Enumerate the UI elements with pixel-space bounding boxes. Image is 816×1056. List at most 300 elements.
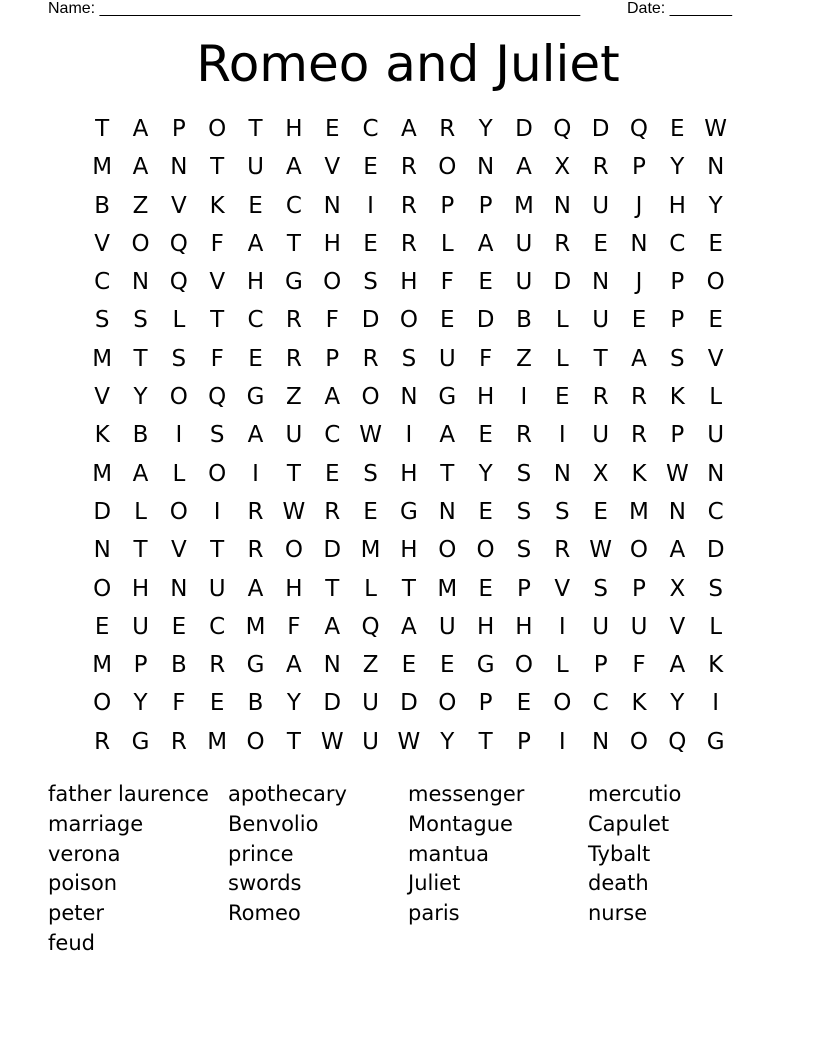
grid-letter: E — [555, 384, 570, 411]
grid-letter: A — [132, 116, 149, 142]
grid-letter: U — [515, 230, 533, 257]
grid-letter: V — [94, 230, 111, 257]
grid-row — [83, 684, 735, 722]
word-bank-item: poison — [48, 871, 118, 896]
grid-letter: E — [478, 269, 493, 296]
grid-letter: D — [400, 690, 418, 717]
grid-letter: Y — [478, 460, 493, 487]
grid-letter: E — [363, 498, 378, 525]
grid-letter: C — [707, 498, 724, 525]
grid-row — [83, 493, 735, 531]
grid-letter: D — [361, 307, 380, 334]
grid-letter: U — [247, 154, 264, 181]
grid-letter: R — [94, 728, 111, 755]
grid-letter: U — [208, 575, 226, 602]
grid-letter: C — [592, 690, 609, 717]
grid-letter: K — [708, 652, 724, 679]
grid-letter: M — [92, 345, 113, 372]
grid-letter: W — [320, 728, 344, 755]
grid-row — [83, 225, 735, 263]
grid-letter: R — [209, 652, 226, 679]
grid-letter: Q — [361, 613, 380, 640]
grid-letter: K — [209, 192, 225, 219]
grid-row — [83, 301, 735, 339]
grid-letter: R — [630, 422, 647, 449]
grid-letter: Z — [132, 192, 149, 219]
grid-letter: O — [514, 652, 533, 679]
grid-letter: D — [323, 537, 342, 564]
puzzle-title: Romeo and Juliet — [196, 35, 620, 93]
grid-letter: O — [93, 575, 112, 602]
grid-letter: Z — [362, 652, 379, 679]
grid-letter: A — [286, 154, 302, 181]
grid-letter: Y — [133, 690, 148, 717]
word-bank-item: verona — [48, 841, 121, 866]
grid-letter: G — [438, 384, 457, 411]
grid-letter: R — [247, 498, 264, 525]
grid-letter: C — [247, 307, 264, 334]
grid-letter: L — [172, 307, 186, 334]
grid-letter: H — [285, 575, 303, 602]
grid-letter: N — [438, 498, 456, 525]
grid-letter: E — [478, 422, 493, 449]
grid-letter: U — [438, 345, 456, 372]
grid-letter: A — [631, 345, 647, 372]
grid-letter: Y — [478, 116, 493, 142]
grid-letter: O — [93, 690, 112, 717]
grid-letter: N — [170, 575, 188, 602]
grid-letter: U — [592, 613, 610, 640]
grid-letter: M — [92, 652, 113, 679]
word-bank-item: mercutio — [588, 782, 682, 806]
grid-letter: A — [439, 422, 456, 449]
grid-letter: R — [400, 192, 417, 219]
grid-letter: A — [247, 230, 264, 257]
grid-letter: B — [132, 422, 149, 449]
grid-letter: P — [440, 192, 455, 219]
grid-letter: E — [478, 498, 493, 525]
grid-letter: R — [400, 154, 417, 181]
grid-letter: A — [401, 116, 417, 142]
grid-letter: T — [133, 345, 148, 372]
grid-letter: W — [397, 728, 421, 755]
grid-letter: F — [287, 613, 301, 640]
grid-letter: E — [94, 613, 110, 640]
grid-letter: R — [285, 307, 302, 334]
grid-letter: C — [285, 192, 302, 219]
grid-letter: L — [709, 384, 723, 411]
grid-letter: B — [247, 690, 264, 717]
grid-letter: X — [554, 154, 571, 181]
grid-letter: D — [515, 116, 533, 142]
grid-letter: N — [400, 384, 418, 411]
word-bank-item: prince — [228, 841, 294, 866]
word-bank-item: apothecary — [228, 782, 347, 806]
grid-letter: E — [631, 307, 647, 334]
grid-letter: W — [589, 537, 613, 564]
grid-letter: N — [707, 154, 725, 181]
grid-row — [83, 723, 735, 761]
grid-letter: W — [282, 498, 306, 525]
grid-letter: T — [210, 154, 225, 181]
grid-row — [83, 110, 735, 148]
grid-letter: E — [324, 460, 340, 487]
grid-letter: S — [670, 345, 685, 372]
grid-letter: E — [248, 192, 263, 219]
grid-letter: E — [363, 230, 378, 257]
grid-letter: O — [438, 537, 457, 564]
grid-letter: N — [323, 192, 341, 219]
grid-letter: P — [670, 307, 685, 334]
grid-letter: N — [592, 269, 610, 296]
grid-letter: P — [478, 690, 493, 717]
grid-letter: U — [362, 690, 379, 717]
grid-letter: P — [133, 652, 148, 679]
grid-letter: H — [515, 613, 533, 640]
grid-letter: K — [631, 690, 647, 717]
grid-letter: T — [210, 537, 225, 564]
grid-letter: T — [286, 460, 301, 487]
grid-letter: S — [133, 307, 148, 334]
grid-letter: U — [515, 269, 533, 296]
grid-letter: C — [324, 422, 341, 449]
grid-letter: H — [400, 460, 418, 487]
grid-letter: Q — [208, 384, 227, 411]
grid-letter: V — [669, 613, 686, 640]
grid-letter: G — [400, 498, 418, 525]
grid-letter: R — [554, 537, 571, 564]
grid-letter: B — [516, 307, 532, 334]
word-bank-item: peter — [48, 901, 105, 926]
grid-letter: U — [592, 422, 610, 449]
grid-letter: T — [286, 230, 301, 257]
grid-letter: L — [134, 498, 147, 525]
grid-letter: D — [553, 269, 572, 296]
word-bank-item: father laurence — [48, 782, 209, 806]
grid-letter: H — [131, 575, 150, 602]
grid-letter: P — [517, 575, 531, 602]
grid-letter: R — [630, 384, 647, 411]
grid-letter: O — [169, 498, 188, 525]
grid-letter: M — [92, 154, 113, 181]
grid-letter: T — [95, 116, 110, 142]
grid-letter: B — [94, 192, 111, 219]
grid-letter: C — [209, 613, 226, 640]
grid-letter: J — [635, 269, 643, 296]
grid-letter: P — [325, 345, 340, 372]
word-bank-item: death — [588, 871, 649, 896]
grid-letter: E — [593, 498, 608, 525]
grid-letter: Q — [169, 230, 188, 257]
grid-letter: Y — [708, 192, 723, 219]
grid-letter: P — [478, 192, 493, 219]
grid-letter: E — [363, 154, 378, 181]
grid-letter: W — [704, 116, 728, 142]
letter-grid — [83, 110, 735, 761]
grid-letter: E — [708, 230, 723, 257]
grid-letter: W — [359, 422, 382, 449]
grid-letter: O — [169, 384, 188, 411]
grid-letter: M — [207, 728, 228, 755]
grid-letter: L — [364, 575, 377, 602]
word-bank-item: marriage — [48, 811, 144, 836]
grid-letter: R — [439, 116, 456, 142]
grid-letter: E — [248, 345, 263, 372]
grid-letter: O — [361, 384, 380, 411]
grid-letter: U — [362, 728, 379, 755]
grid-letter: O — [629, 728, 649, 755]
grid-letter: A — [132, 154, 149, 181]
grid-letter: F — [172, 690, 186, 717]
grid-letter: I — [558, 728, 566, 755]
grid-letter: A — [669, 537, 686, 564]
name-field-label: Name: ______________________________________________________ — [48, 0, 581, 17]
grid-letter: K — [669, 384, 685, 411]
grid-letter: R — [285, 345, 302, 372]
grid-letter: H — [246, 269, 265, 296]
grid-letter: A — [477, 230, 494, 257]
grid-letter: O — [131, 230, 150, 257]
grid-letter: K — [631, 460, 647, 487]
grid-letter: S — [363, 460, 378, 487]
grid-letter: F — [440, 269, 454, 296]
grid-letter: C — [669, 230, 686, 257]
grid-letter: L — [172, 460, 186, 487]
grid-letter: E — [324, 116, 340, 142]
word-bank-item: Juliet — [408, 871, 461, 896]
grid-letter: M — [514, 192, 534, 219]
grid-letter: R — [592, 154, 609, 181]
grid-row — [83, 608, 735, 646]
grid-letter: E — [209, 690, 225, 717]
grid-letter: T — [593, 345, 608, 372]
grid-letter: D — [93, 498, 112, 525]
grid-letter: J — [635, 192, 643, 219]
grid-letter: I — [252, 460, 259, 487]
grid-letter: T — [440, 460, 455, 487]
grid-letter: S — [593, 575, 608, 602]
grid-letter: U — [592, 307, 610, 334]
grid-letter: Q — [629, 116, 649, 142]
grid-letter: U — [285, 422, 303, 449]
grid-letter: H — [323, 230, 341, 257]
grid-row — [83, 187, 735, 225]
grid-letter: O — [323, 269, 342, 296]
grid-letter: H — [668, 192, 686, 219]
grid-letter: V — [209, 269, 226, 296]
grid-letter: O — [629, 537, 649, 564]
grid-letter: H — [400, 537, 418, 564]
grid-letter: R — [247, 537, 264, 564]
grid-letter: P — [670, 422, 685, 449]
grid-letter: S — [94, 307, 110, 334]
grid-letter: E — [171, 613, 187, 640]
grid-letter: H — [476, 613, 495, 640]
grid-letter: A — [669, 652, 686, 679]
grid-letter: G — [476, 652, 495, 679]
word-bank-item: paris — [408, 901, 460, 926]
grid-letter: S — [401, 345, 417, 372]
grid-letter: T — [133, 537, 148, 564]
grid-letter: V — [707, 345, 724, 372]
grid-letter: X — [669, 575, 686, 602]
grid-letter: A — [286, 652, 302, 679]
grid-letter: P — [670, 269, 685, 296]
grid-letter: N — [630, 230, 648, 257]
grid-letter: V — [94, 384, 111, 411]
grid-letter: N — [592, 728, 610, 755]
word-bank-item: Capulet — [588, 811, 670, 836]
grid-letter: I — [367, 192, 374, 219]
grid-letter: Y — [670, 690, 685, 717]
grid-letter: A — [132, 460, 149, 487]
grid-row — [83, 531, 735, 569]
grid-letter: T — [248, 116, 263, 142]
grid-letter: N — [553, 192, 571, 219]
grid-letter: F — [632, 652, 646, 679]
grid-letter: E — [478, 575, 493, 602]
grid-letter: I — [213, 498, 221, 525]
grid-letter: N — [668, 498, 686, 525]
grid-letter: L — [555, 345, 569, 372]
grid-letter: I — [175, 422, 183, 449]
grid-letter: N — [553, 460, 571, 487]
grid-letter: U — [592, 192, 610, 219]
grid-letter: Q — [668, 728, 687, 755]
grid-letter: W — [665, 460, 689, 487]
grid-letter: O — [246, 728, 265, 755]
grid-letter: Y — [133, 384, 148, 411]
grid-letter: I — [558, 613, 566, 640]
word-bank-item: nurse — [588, 901, 648, 926]
grid-row — [83, 416, 735, 454]
grid-letter: R — [515, 422, 532, 449]
grid-letter: G — [246, 384, 265, 411]
grid-letter: N — [170, 154, 188, 181]
grid-letter: H — [400, 269, 418, 296]
grid-letter: S — [516, 537, 532, 564]
grid-letter: Q — [169, 269, 188, 296]
grid-letter: O — [399, 307, 418, 334]
word-bank-item: Romeo — [228, 901, 301, 926]
grid-letter: P — [171, 116, 186, 142]
grid-letter: P — [517, 728, 531, 755]
grid-letter: S — [209, 422, 225, 449]
grid-letter: E — [401, 652, 417, 679]
grid-row — [83, 340, 735, 378]
grid-letter: G — [246, 652, 265, 679]
grid-letter: F — [325, 307, 339, 334]
grid-letter: L — [555, 652, 569, 679]
grid-letter: R — [170, 728, 187, 755]
word-bank-item: messenger — [408, 782, 525, 806]
grid-letter: E — [516, 690, 532, 717]
word-bank-item: feud — [48, 931, 95, 955]
grid-letter: O — [208, 116, 227, 142]
word-bank-item: mantua — [408, 841, 490, 866]
grid-letter: R — [324, 498, 341, 525]
grid-letter: M — [360, 537, 381, 564]
grid-letter: M — [437, 575, 458, 602]
grid-row — [83, 378, 735, 416]
grid-letter: E — [670, 116, 685, 142]
grid-letter: V — [554, 575, 571, 602]
grid-letter: E — [593, 230, 608, 257]
grid-letter: F — [478, 345, 493, 372]
grid-row — [83, 263, 735, 301]
grid-letter: O — [208, 460, 227, 487]
grid-letter: A — [401, 613, 417, 640]
grid-letter: B — [170, 652, 187, 679]
grid-letter: S — [363, 269, 378, 296]
grid-letter: O — [706, 269, 725, 296]
grid-letter: N — [93, 537, 111, 564]
grid-letter: F — [210, 345, 224, 372]
grid-letter: I — [520, 384, 528, 411]
grid-letter: D — [476, 307, 495, 334]
grid-letter: E — [708, 307, 723, 334]
grid-letter: L — [709, 613, 723, 640]
grid-row — [83, 455, 735, 493]
grid-letter: D — [323, 690, 342, 717]
grid-letter: M — [92, 460, 113, 487]
grid-row — [83, 646, 735, 684]
grid-letter: N — [477, 154, 495, 181]
grid-letter: Y — [440, 728, 455, 755]
grid-row — [83, 570, 735, 608]
grid-letter: T — [478, 728, 493, 755]
grid-letter: N — [323, 652, 341, 679]
grid-letter: A — [324, 384, 341, 411]
grid-letter: E — [439, 307, 455, 334]
grid-letter: S — [171, 345, 187, 372]
grid-letter: K — [94, 422, 110, 449]
grid-letter: G — [706, 728, 725, 755]
grid-letter: V — [170, 192, 187, 219]
grid-letter: Z — [286, 384, 302, 411]
grid-letter: S — [516, 460, 532, 487]
grid-letter: U — [132, 613, 149, 640]
word-bank-item: Benvolio — [228, 811, 319, 836]
grid-letter: R — [362, 345, 379, 372]
grid-letter: A — [516, 154, 532, 181]
grid-row — [83, 148, 735, 186]
grid-letter: I — [712, 690, 720, 717]
grid-letter: C — [362, 116, 379, 142]
grid-letter: F — [210, 230, 224, 257]
grid-letter: X — [592, 460, 609, 487]
grid-letter: N — [707, 460, 725, 487]
grid-letter: A — [324, 613, 341, 640]
grid-letter: O — [438, 154, 457, 181]
grid-letter: P — [593, 652, 608, 679]
grid-letter: U — [630, 613, 648, 640]
grid-letter: O — [553, 690, 572, 717]
grid-letter: H — [285, 116, 303, 142]
grid-letter: Q — [553, 116, 572, 142]
grid-letter: Y — [286, 690, 301, 717]
word-bank-item: Montague — [408, 811, 513, 836]
grid-letter: Z — [516, 345, 532, 372]
grid-letter: V — [324, 154, 341, 181]
grid-letter: S — [554, 498, 570, 525]
grid-letter: P — [632, 154, 646, 181]
grid-letter: U — [707, 422, 725, 449]
grid-letter: N — [131, 269, 150, 296]
grid-letter: P — [632, 575, 646, 602]
grid-letter: C — [94, 269, 111, 296]
grid-letter: U — [438, 613, 456, 640]
